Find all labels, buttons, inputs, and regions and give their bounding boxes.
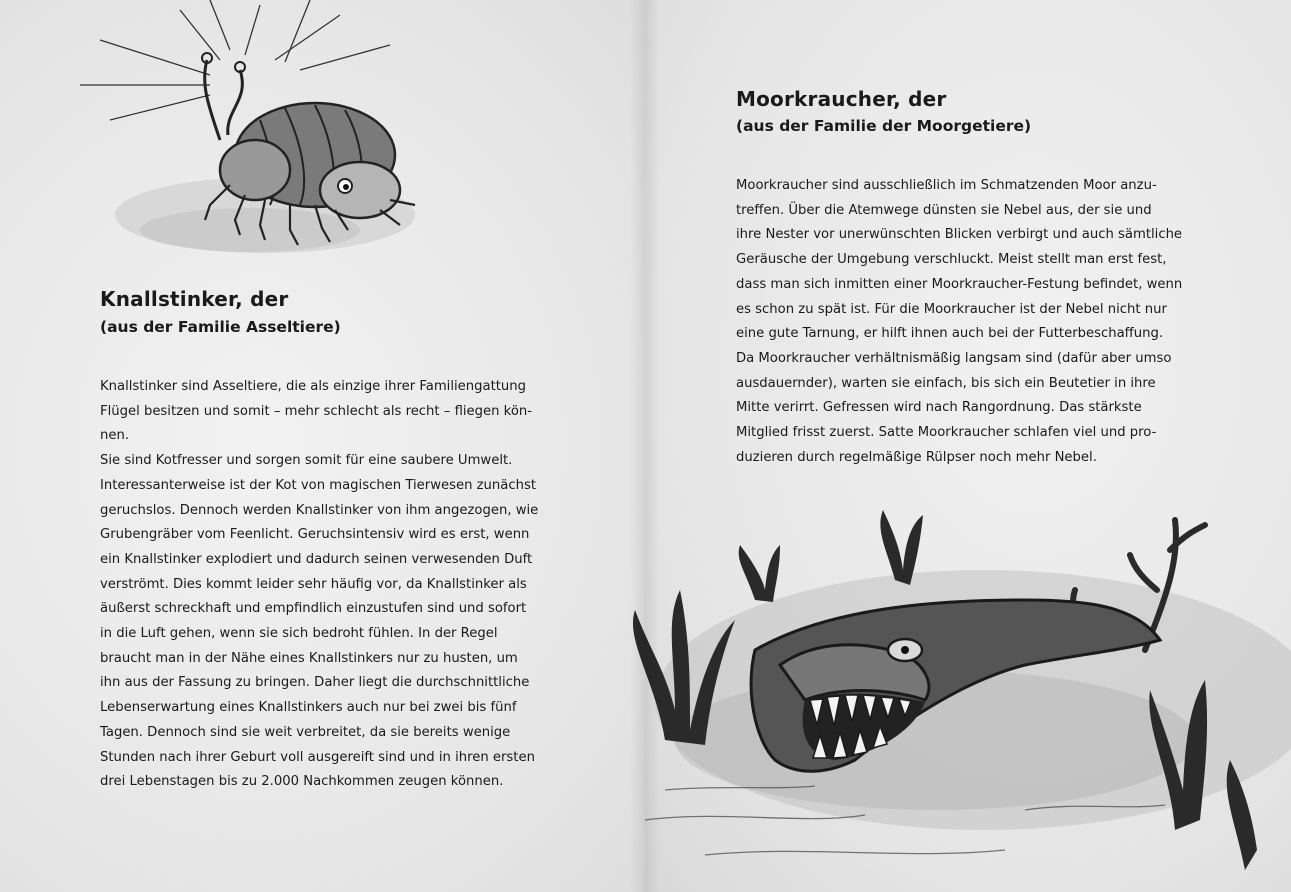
body-line: es schon zu spät ist. Für die Moorkraucher ist der Nebel nicht nur	[736, 301, 1167, 317]
knallstinker-illustration	[60, 0, 460, 275]
body-line: Stunden nach ihrer Geburt voll ausgereift sind und in ihren ersten	[100, 749, 535, 765]
body-line: Mitglied frisst zuerst. Satte Moorkraucher schlafen viel und pro-	[736, 425, 1157, 441]
body-line: Mitte verirrt. Gefressen wird nach Rangordnung. Das stärkste	[736, 400, 1142, 416]
body-line: Geräusche der Umgebung verschluckt. Meist stellt man erst fest,	[736, 252, 1167, 268]
body-line: Knallstinker sind Asseltiere, die als einzige ihrer Familiengattung	[100, 379, 527, 394]
body-line: Tagen. Dennoch sind sie weit verbreitet, da sie bereits wenige	[100, 724, 511, 740]
body-line: Lebenserwartung eines Knallstinkers auch nur bei zwei bis fünf	[100, 700, 517, 716]
knallstinker-body	[100, 375, 538, 795]
book-gutter	[630, 0, 660, 892]
body-line: Da Moorkraucher verhältnismäßig langsam sind (dafür aber umso	[736, 350, 1172, 366]
body-line: in die Luft gehen, wenn sie sich bedroht fühlen. In der Regel	[100, 626, 498, 642]
right-page	[645, 0, 1291, 892]
body-line: ihn aus der Fassung zu bringen. Daher liegt die durchschnittliche	[100, 675, 530, 691]
moorkraucher-title: Moorkraucher, der	[736, 87, 947, 111]
body-line: drei Lebenstagen bis zu 2.000 Nachkommen zeugen können.	[100, 774, 504, 790]
body-line: eine gute Tarnung, er hilft ihnen auch bei der Futterbeschaffung.	[736, 326, 1164, 342]
body-line: duzieren durch regelmäßige Rülpser noch mehr Nebel.	[736, 449, 1097, 465]
body-line: Interessanterweise ist der Kot von magischen Tierwesen zunächst	[100, 477, 536, 493]
knallstinker-subtitle: (aus der Familie Asseltiere)	[100, 318, 341, 336]
knallstinker-title: Knallstinker, der	[100, 287, 289, 311]
moorkraucher-body	[736, 174, 1182, 470]
body-line: Sie sind Kotfresser und sorgen somit für eine saubere Umwelt.	[100, 453, 513, 469]
left-page	[0, 0, 645, 892]
body-line: ihre Nester vor unerwünschten Blicken verbirgt und auch sämtliche	[736, 227, 1183, 243]
body-line: Moorkraucher sind ausschließlich im Schmatzenden Moor anzu-	[736, 178, 1157, 193]
body-line: äußerst schreckhaft und empfindlich einzustufen sind und sofort	[100, 601, 527, 617]
moorkraucher-illustration	[605, 490, 1291, 892]
body-line: treffen. Über die Atemwege dünsten sie Nebel aus, der sie und	[736, 202, 1152, 218]
body-line: ein Knallstinker explodiert und dadurch seinen verwesenden Duft	[100, 551, 533, 567]
moorkraucher-subtitle: (aus der Familie der Moorgetiere)	[736, 117, 1032, 135]
body-line: verströmt. Dies kommt leider sehr häufig vor, da Knallstinker als	[100, 576, 527, 592]
body-line: Flügel besitzen und somit – mehr schlecht als recht – fliegen kön-	[100, 403, 533, 419]
body-line: Grubengräber vom Feenlicht. Geruchsintensiv wird es erst, wenn	[100, 527, 530, 543]
body-line: nen.	[100, 428, 130, 444]
body-line: dass man sich inmitten einer Moorkraucher-Festung befindet, wenn	[736, 276, 1183, 292]
body-line: ausdauernder), warten sie einfach, bis sich ein Beutetier in ihre	[736, 375, 1156, 391]
body-line: braucht man in der Nähe eines Knallstinkers nur zu husten, um	[100, 650, 518, 666]
body-line: geruchslos. Dennoch werden Knallstinker von ihm angezogen, wie	[100, 502, 539, 518]
